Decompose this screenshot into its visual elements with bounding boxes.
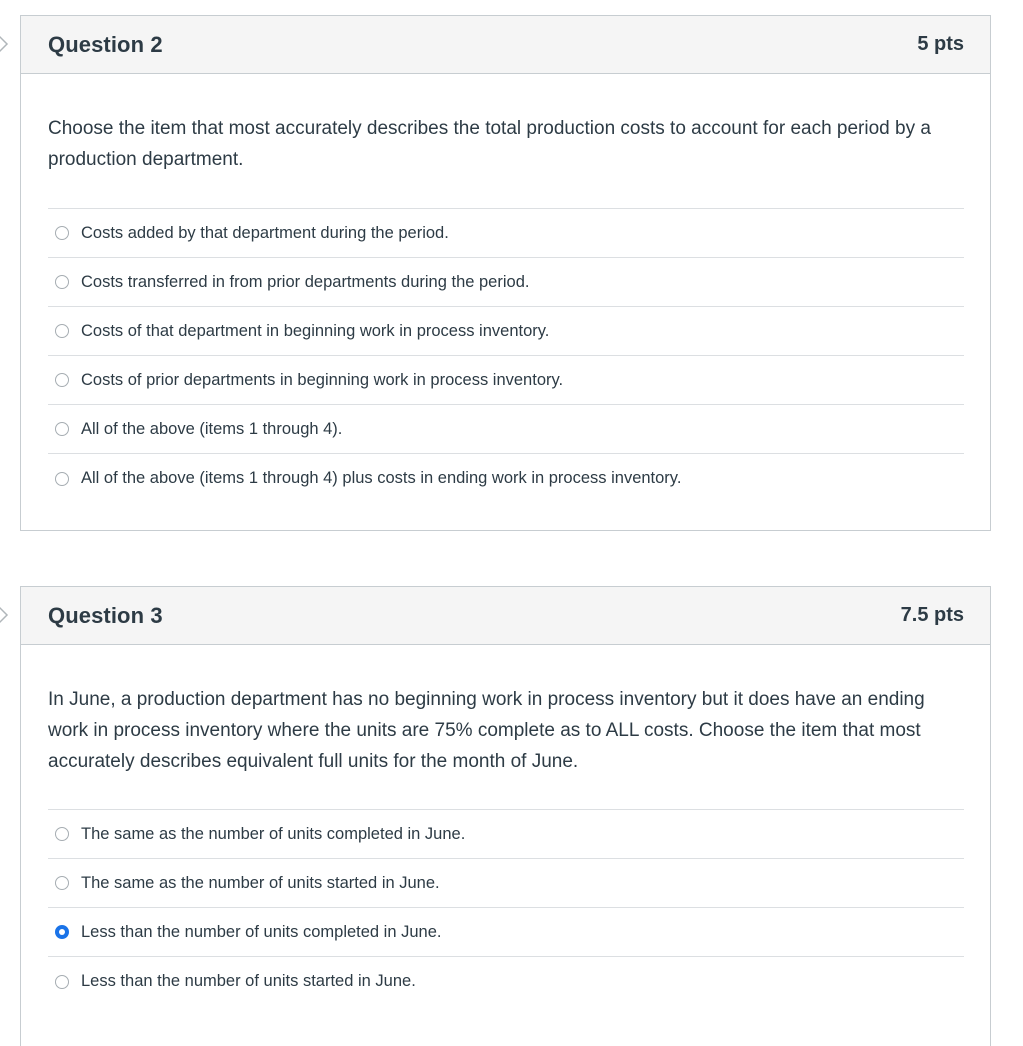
- question-3-card: [20, 586, 991, 1046]
- question-text: Choose the item that most accurately describes the total production costs to account for each period by a production department.: [48, 118, 931, 170]
- question-header: [21, 587, 990, 645]
- radio-button[interactable]: [55, 827, 69, 841]
- answer-list: [48, 809, 964, 1006]
- answer-option[interactable]: [48, 957, 964, 1006]
- answer-label[interactable]: Less than the number of units started in June.: [81, 972, 416, 990]
- radio-button[interactable]: [55, 472, 69, 486]
- answer-label[interactable]: The same as the number of units started in June.: [81, 873, 440, 892]
- answer-label[interactable]: All of the above (items 1 through 4).: [81, 419, 343, 438]
- radio-button[interactable]: [55, 422, 69, 436]
- flag-question-icon[interactable]: [0, 605, 10, 625]
- radio-button[interactable]: [55, 373, 69, 387]
- answer-label[interactable]: Less than the number of units completed in June.: [81, 922, 442, 941]
- radio-button[interactable]: [55, 226, 69, 240]
- answer-option[interactable]: [48, 209, 964, 258]
- question-title: Question 2: [48, 31, 163, 57]
- radio-button[interactable]: [55, 324, 69, 338]
- answer-list: [48, 208, 964, 503]
- radio-button-selected[interactable]: [55, 925, 69, 939]
- question-points: 7.5 pts: [900, 604, 964, 626]
- radio-button[interactable]: [55, 975, 69, 989]
- answer-label[interactable]: Costs of that department in beginning work in process inventory.: [81, 321, 550, 340]
- radio-button[interactable]: [55, 876, 69, 890]
- answer-option[interactable]: [48, 810, 964, 859]
- answer-option[interactable]: [48, 454, 964, 503]
- answer-label[interactable]: Costs transferred in from prior departments during the period.: [81, 272, 530, 291]
- question-2-card: [20, 15, 991, 531]
- answer-option[interactable]: [48, 356, 964, 405]
- radio-button[interactable]: [55, 275, 69, 289]
- answer-option[interactable]: [48, 405, 964, 454]
- answer-label[interactable]: Costs of prior departments in beginning work in process inventory.: [81, 370, 564, 389]
- answer-option[interactable]: [48, 258, 964, 307]
- flag-question-icon[interactable]: [0, 34, 10, 54]
- question-title: Question 3: [48, 602, 163, 628]
- question-text: In June, a production department has no beginning work in process inventory but it does have an ending work in process inventory where the units are 75% complete as to ALL costs. Choose the item that most accurately describes equivalent full units for the month of June.: [48, 689, 925, 772]
- answer-label[interactable]: All of the above (items 1 through 4) plus costs in ending work in process inventory.: [81, 469, 682, 487]
- answer-label[interactable]: Costs added by that department during the period.: [81, 223, 449, 242]
- answer-option[interactable]: [48, 859, 964, 908]
- question-header: [21, 16, 990, 74]
- answer-option[interactable]: [48, 307, 964, 356]
- question-points: 5 pts: [917, 33, 964, 55]
- answer-option[interactable]: [48, 908, 964, 957]
- answer-label[interactable]: The same as the number of units completed in June.: [81, 824, 466, 843]
